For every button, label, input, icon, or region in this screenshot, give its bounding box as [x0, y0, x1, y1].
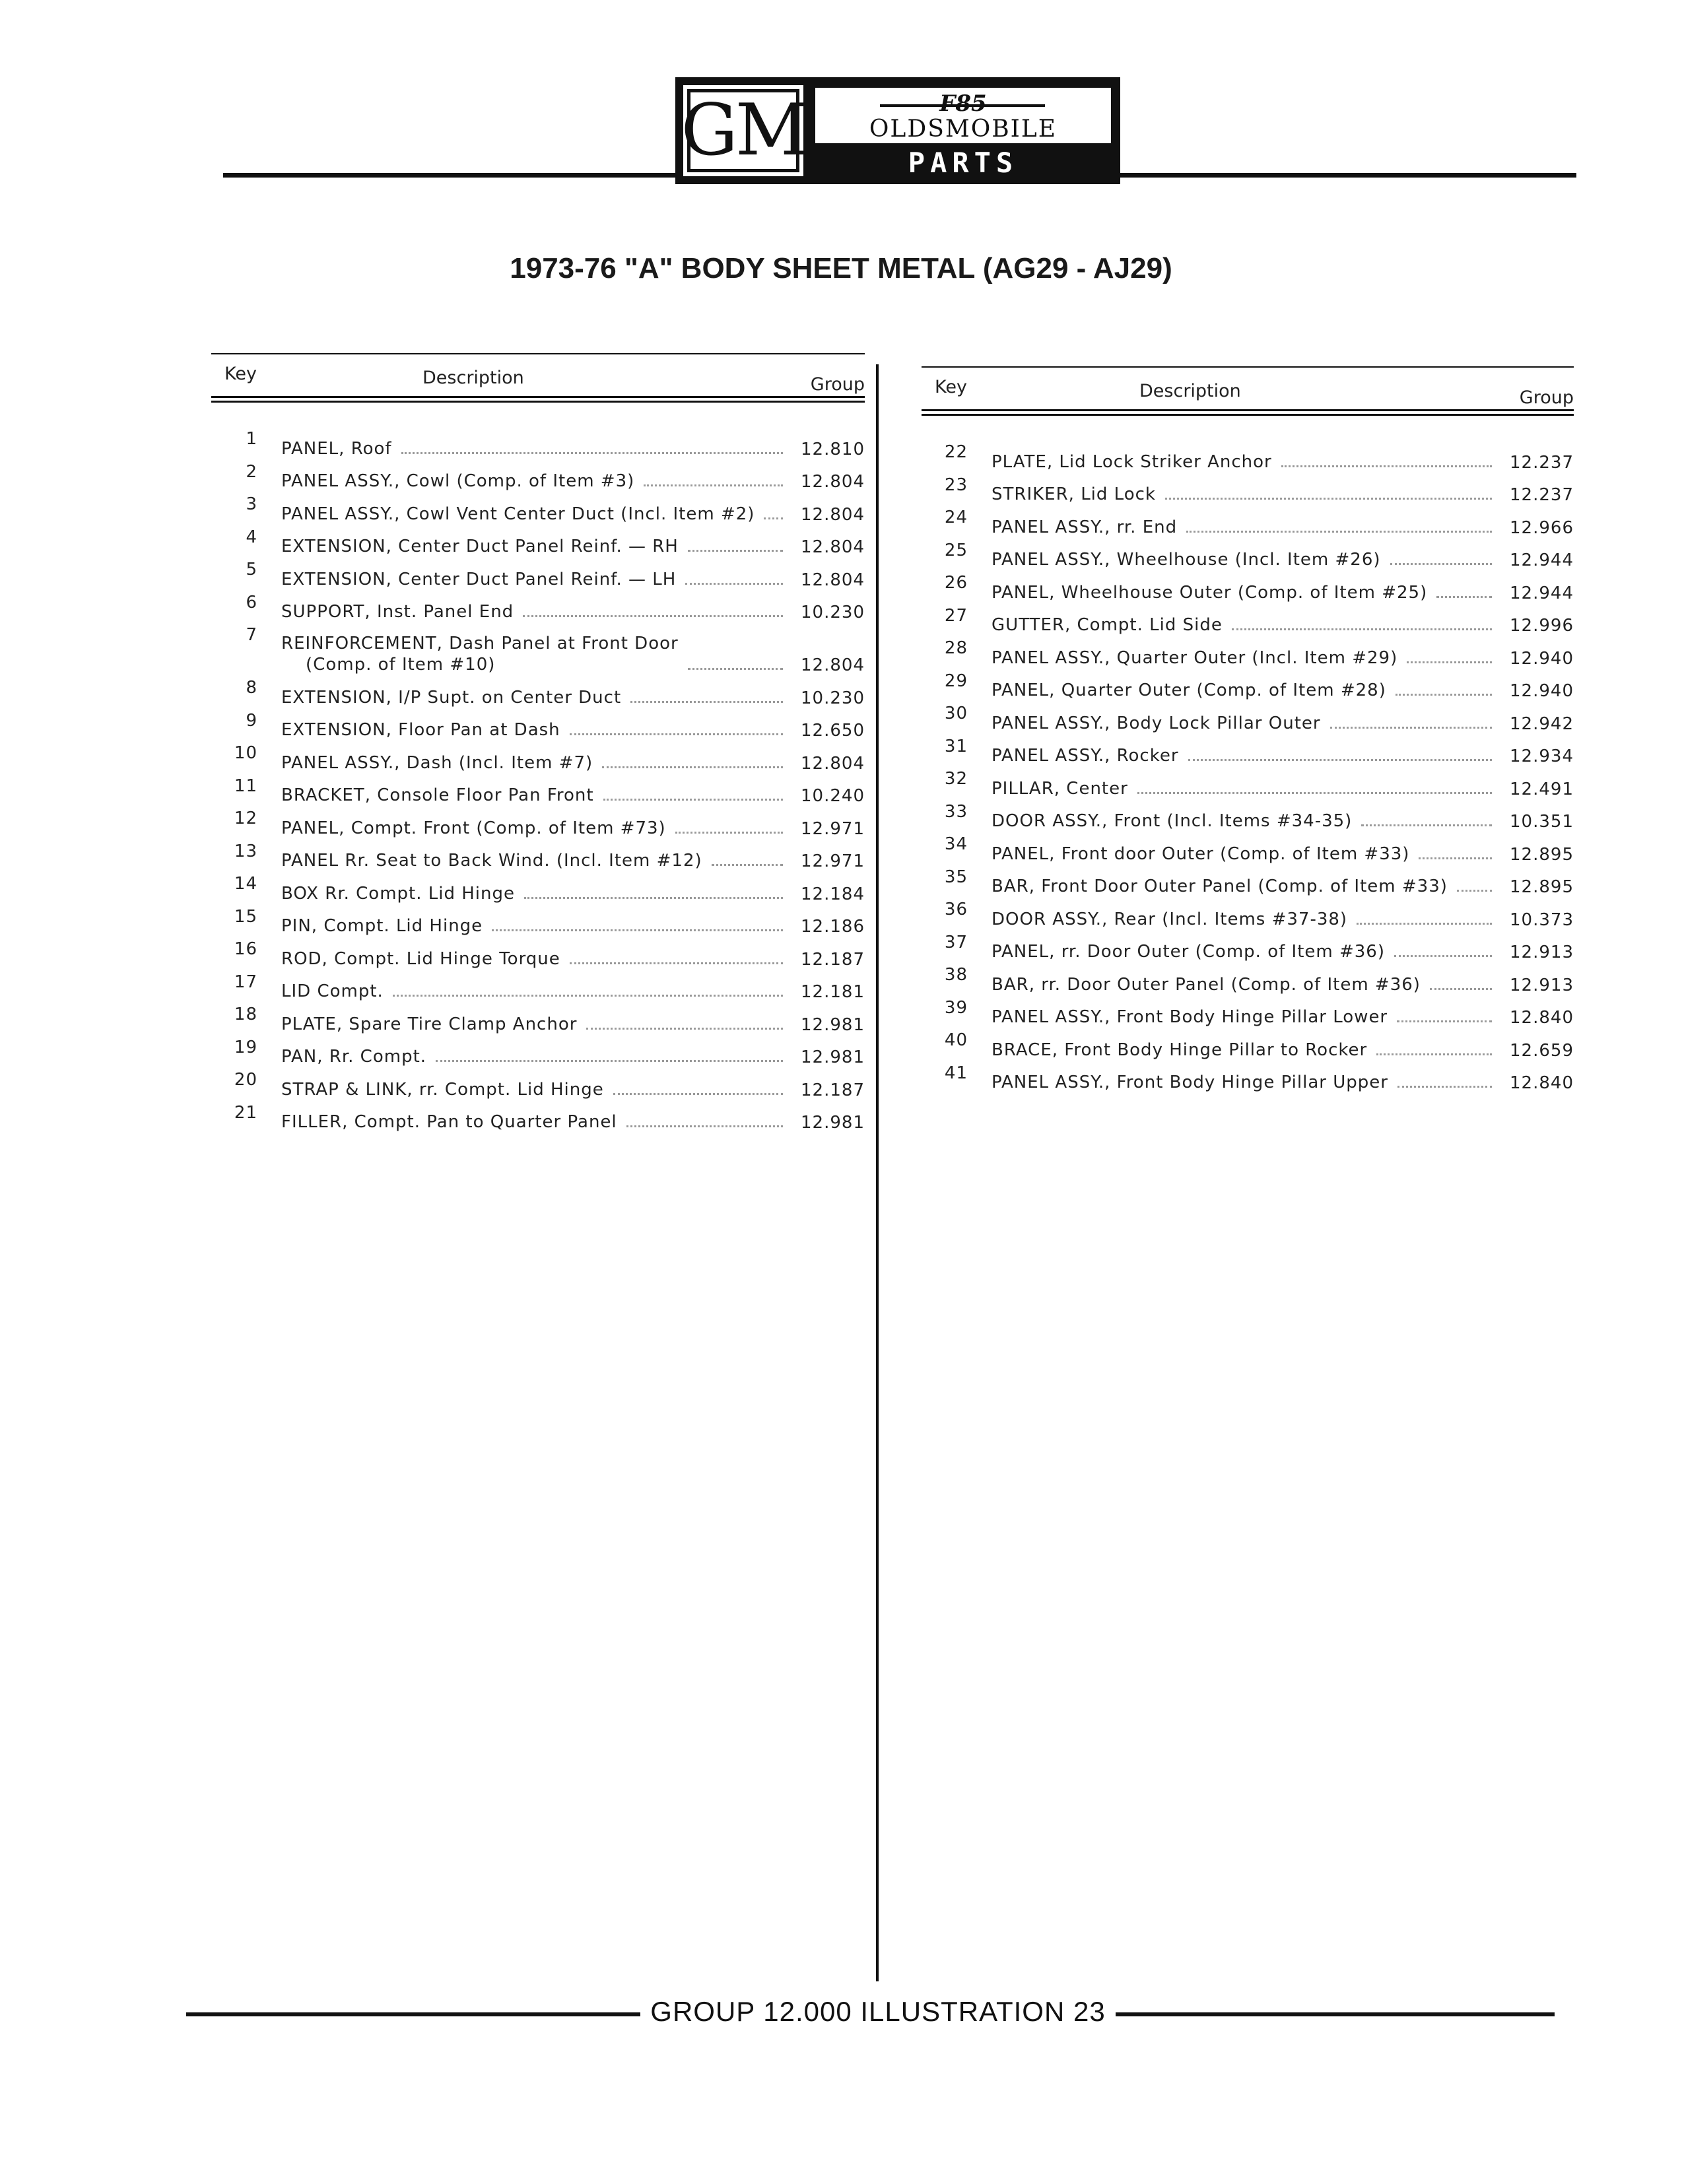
table-header-rule — [922, 409, 1574, 416]
item-description: EXTENSION, I/P Supt. on Center Duct — [281, 687, 622, 708]
item-group-number: 12.971 — [801, 851, 865, 871]
parts-row — [211, 806, 865, 839]
item-description: PANEL, Roof — [281, 438, 392, 459]
parts-row — [922, 995, 1574, 1028]
page-title: 1973-76 "A" BODY SHEET METAL (AG29 - AJ29) — [510, 252, 1172, 284]
dot-leader — [1137, 792, 1492, 794]
parts-row — [211, 459, 865, 492]
gm-oldsmobile-logo — [675, 77, 1120, 213]
parts-table-left — [211, 353, 865, 1133]
item-key: 2 — [246, 461, 257, 482]
item-description: BAR, Front Door Outer Panel (Comp. of Item #33) — [992, 877, 1448, 896]
item-description-cell — [992, 680, 1501, 701]
item-key: 35 — [944, 867, 968, 887]
item-description: BRACE, Front Body Hinge Pillar to Rocker — [992, 1040, 1368, 1060]
item-key: 21 — [234, 1102, 257, 1123]
item-description: PILLAR, Center — [992, 778, 1128, 799]
item-description-cell — [281, 536, 792, 557]
parts-list-right — [922, 440, 1574, 1093]
item-group-number: 12.650 — [801, 721, 865, 741]
dot-leader — [764, 517, 783, 519]
item-key: 33 — [944, 801, 968, 822]
item-description-cell — [992, 484, 1501, 505]
dot-leader — [436, 1060, 783, 1062]
item-key: 18 — [234, 1005, 257, 1024]
dot-leader — [1394, 955, 1492, 957]
brand-box — [815, 88, 1111, 143]
footer-label: GROUP 12.000 ILLUSTRATION 23 — [650, 1996, 1106, 2027]
parts-table-right — [922, 366, 1574, 1093]
item-description: PLATE, Spare Tire Clamp Anchor — [281, 1014, 578, 1034]
dot-leader — [613, 1093, 783, 1095]
item-description: PANEL, Compt. Front (Comp. of Item #73) — [281, 818, 666, 838]
item-description-cell — [281, 1079, 792, 1100]
item-key: 31 — [944, 736, 968, 756]
item-description: SUPPORT, Inst. Panel End — [281, 602, 514, 622]
item-description-cell — [281, 633, 792, 675]
parts-row — [211, 904, 865, 937]
parts-row — [922, 473, 1574, 506]
dot-leader — [1376, 1053, 1492, 1055]
item-description-cell — [281, 504, 792, 525]
parts-row — [922, 570, 1574, 603]
item-group-number: 12.187 — [801, 949, 865, 970]
item-description-cell — [992, 745, 1501, 766]
dot-leader — [1397, 1086, 1492, 1088]
item-key: 3 — [246, 494, 257, 514]
item-description-cell — [992, 647, 1501, 669]
footer-rule-right — [1116, 2012, 1555, 2016]
parts-row — [211, 708, 865, 741]
key-header: Key — [224, 364, 257, 384]
dot-leader — [1419, 857, 1492, 859]
parts-row — [211, 1100, 865, 1133]
parts-row — [211, 1067, 865, 1100]
item-description: PANEL, Quarter Outer (Comp. of Item #28) — [992, 680, 1386, 700]
dot-leader — [602, 766, 783, 768]
item-description: PANEL, Wheelhouse Outer (Comp. of Item #25) — [992, 582, 1428, 603]
item-group-number: 12.981 — [801, 1047, 865, 1067]
item-group-number: 12.981 — [801, 1014, 865, 1035]
item-group-number: 12.940 — [1510, 681, 1574, 701]
item-group-number: 12.944 — [1510, 550, 1574, 570]
item-description-cell — [992, 582, 1501, 603]
item-description: PANEL Rr. Seat to Back Wind. (Incl. Item #12) — [281, 851, 702, 871]
item-key: 26 — [944, 573, 968, 593]
item-description: PANEL ASSY., Front Body Hinge Pillar Upper — [992, 1073, 1388, 1092]
f85-logo-text: F85 — [939, 90, 987, 117]
parts-row — [211, 774, 865, 807]
key-header: Key — [935, 377, 967, 397]
item-description: PIN, Compt. Lid Hinge — [281, 916, 483, 936]
dot-leader — [523, 615, 783, 617]
item-description: PANEL ASSY., Body Lock Pillar Outer — [992, 713, 1321, 733]
item-key: 15 — [234, 906, 257, 927]
item-key: 41 — [944, 1063, 968, 1083]
item-description-cell — [281, 1014, 792, 1035]
item-group-number: 10.230 — [801, 688, 865, 708]
item-description: DOOR ASSY., Front (Incl. Items #34-35) — [992, 811, 1353, 831]
item-description-cell — [281, 471, 792, 492]
item-key: 6 — [246, 592, 257, 612]
item-description-cell — [281, 883, 792, 904]
item-description: REINFORCEMENT, Dash Panel at Front Door (Comp. of Item #10) — [281, 634, 679, 675]
item-key: 10 — [234, 743, 257, 763]
dot-leader — [1457, 890, 1492, 892]
parts-row — [922, 1061, 1574, 1094]
item-group-number: 12.181 — [801, 982, 865, 1002]
item-description-cell — [281, 1111, 792, 1133]
parts-catalogue-text: PARTS CATALOGUE — [864, 147, 1062, 213]
item-description: LID Compt. — [281, 981, 384, 1001]
item-group-number: 12.942 — [1510, 713, 1574, 734]
item-group-number: 12.981 — [801, 1113, 865, 1133]
dot-leader — [570, 733, 783, 735]
item-key: 36 — [944, 900, 968, 919]
item-key: 23 — [944, 475, 968, 495]
dot-leader — [630, 701, 783, 703]
dot-leader — [688, 668, 783, 670]
item-description-cell — [992, 974, 1501, 995]
dot-leader — [1361, 824, 1492, 826]
dot-leader — [1186, 531, 1492, 533]
item-description-cell — [992, 876, 1501, 897]
item-group-number: 12.187 — [801, 1080, 865, 1100]
item-group-number: 12.804 — [801, 655, 865, 675]
parts-row — [922, 865, 1574, 898]
parts-row — [211, 839, 865, 872]
item-group-number: 12.186 — [801, 917, 865, 937]
item-group-number: 12.184 — [801, 884, 865, 904]
item-group-number: 12.804 — [801, 504, 865, 525]
item-key: 9 — [246, 710, 257, 731]
item-group-number: 12.913 — [1510, 975, 1574, 995]
dot-leader — [1232, 628, 1492, 630]
group-header: Group — [810, 374, 865, 395]
item-key: 13 — [234, 841, 257, 861]
table-header — [211, 354, 865, 394]
item-description: FILLER, Compt. Pan to Quarter Panel — [281, 1112, 617, 1132]
item-key: 37 — [944, 932, 968, 952]
item-description-cell — [992, 1007, 1501, 1028]
item-description-cell — [281, 981, 792, 1002]
item-description-cell — [281, 752, 792, 774]
dot-leader — [626, 1125, 783, 1127]
item-key: 24 — [944, 508, 968, 527]
gm-logo-text: GM — [681, 89, 806, 172]
dot-leader — [644, 484, 783, 486]
item-description: GUTTER, Compt. Lid Side — [992, 615, 1223, 635]
item-description-cell — [992, 909, 1501, 930]
item-key: 7 — [246, 625, 257, 645]
parts-row — [922, 799, 1574, 832]
parts-row — [922, 962, 1574, 995]
item-description: PANEL, Front door Outer (Comp. of Item #33) — [992, 844, 1410, 864]
dot-leader — [1397, 1020, 1492, 1022]
item-group-number: 12.237 — [1510, 452, 1574, 473]
item-group-number: 12.971 — [801, 818, 865, 839]
item-description-cell — [992, 451, 1501, 473]
parts-row — [211, 1002, 865, 1035]
item-description: STRIKER, Lid Lock — [992, 484, 1156, 504]
item-description-cell — [281, 948, 792, 970]
item-group-number: 12.940 — [1510, 648, 1574, 669]
item-key: 25 — [944, 540, 968, 560]
item-key: 12 — [234, 809, 257, 828]
parts-row — [211, 871, 865, 904]
dot-leader — [1330, 727, 1492, 729]
dot-leader — [712, 864, 783, 866]
parts-row — [922, 701, 1574, 734]
item-description: ROD, Compt. Lid Hinge Torque — [281, 948, 560, 969]
dot-leader — [1357, 923, 1492, 925]
item-key: 19 — [234, 1037, 257, 1057]
item-group-number: 12.810 — [801, 439, 865, 459]
parts-row — [922, 669, 1574, 702]
dot-leader — [1407, 661, 1492, 663]
item-description: PANEL ASSY., rr. End — [992, 517, 1178, 537]
dot-leader — [1396, 694, 1492, 696]
item-description-cell — [281, 687, 792, 708]
dot-leader — [1430, 988, 1492, 990]
footer-rule-left — [186, 2012, 640, 2016]
item-description: STRAP & LINK, rr. Compt. Lid Hinge — [281, 1079, 604, 1100]
item-description: EXTENSION, Center Duct Panel Reinf. — RH — [281, 537, 679, 556]
parts-row — [922, 897, 1574, 930]
item-description-cell — [992, 517, 1501, 538]
item-description-cell — [992, 941, 1501, 962]
item-description-cell — [992, 549, 1501, 570]
item-group-number: 10.351 — [1510, 812, 1574, 832]
table-header-rule — [211, 396, 865, 403]
dot-leader — [685, 583, 783, 585]
parts-row — [211, 492, 865, 525]
item-group-number: 12.840 — [1510, 1073, 1574, 1093]
item-group-number: 12.996 — [1510, 616, 1574, 636]
dot-leader — [675, 832, 783, 834]
item-key: 8 — [246, 678, 257, 698]
item-description: PLATE, Lid Lock Striker Anchor — [992, 451, 1272, 472]
description-header: Description — [1139, 381, 1241, 401]
parts-row — [211, 937, 865, 970]
item-group-number: 12.840 — [1510, 1008, 1574, 1028]
parts-row — [922, 930, 1574, 963]
item-description-cell — [281, 569, 792, 590]
dot-leader — [1188, 759, 1492, 761]
item-description-cell — [281, 719, 792, 741]
parts-row — [922, 734, 1574, 767]
item-description: PANEL, rr. Door Outer (Comp. of Item #36) — [992, 942, 1385, 962]
item-key: 29 — [944, 671, 968, 691]
item-group-number: 10.373 — [1510, 910, 1574, 930]
item-description: PAN, Rr. Compt. — [281, 1047, 427, 1067]
dot-leader — [492, 929, 783, 931]
dot-leader — [1436, 596, 1492, 598]
dot-leader — [586, 1028, 783, 1030]
parts-row — [211, 1035, 865, 1068]
table-header — [922, 368, 1574, 407]
item-group-number: 12.895 — [1510, 877, 1574, 897]
parts-row — [922, 1028, 1574, 1061]
item-group-number: 12.804 — [801, 753, 865, 774]
item-group-number: 10.240 — [801, 786, 865, 806]
parts-row — [922, 440, 1574, 473]
item-description: BAR, rr. Door Outer Panel (Comp. of Item #36) — [992, 974, 1421, 995]
item-group-number: 12.659 — [1510, 1040, 1574, 1061]
item-description-cell — [281, 785, 792, 806]
item-group-number: 12.804 — [801, 472, 865, 492]
item-description-cell — [281, 601, 792, 622]
item-group-number: 12.913 — [1510, 943, 1574, 962]
item-key: 27 — [944, 605, 968, 626]
item-group-number: 12.934 — [1510, 746, 1574, 766]
item-key: 16 — [234, 939, 257, 959]
item-description: EXTENSION, Floor Pan at Dash — [281, 720, 560, 740]
item-key: 30 — [944, 704, 968, 723]
dot-leader — [401, 452, 783, 454]
dot-leader — [570, 962, 783, 964]
item-description: EXTENSION, Center Duct Panel Reinf. — LH — [281, 569, 677, 589]
item-description-cell — [992, 1072, 1501, 1093]
item-key: 1 — [246, 429, 257, 449]
item-key: 39 — [944, 997, 968, 1018]
item-description: PANEL ASSY., Dash (Incl. Item #7) — [281, 752, 593, 773]
item-group-number: 10.230 — [801, 603, 865, 622]
item-description: PANEL ASSY., Front Body Hinge Pillar Lower — [992, 1007, 1388, 1027]
item-key: 22 — [944, 442, 968, 462]
item-key: 40 — [944, 1030, 968, 1050]
column-divider — [876, 364, 879, 1981]
item-description-cell — [992, 614, 1501, 636]
item-key: 34 — [944, 834, 968, 854]
item-description-cell — [992, 844, 1501, 865]
item-description: PANEL ASSY., Cowl (Comp. of Item #3) — [281, 471, 635, 491]
item-key: 14 — [234, 874, 257, 894]
item-group-number: 12.966 — [1510, 517, 1574, 538]
item-group-number: 12.237 — [1510, 485, 1574, 505]
parts-row — [922, 538, 1574, 571]
parts-row — [211, 622, 865, 675]
item-description: DOOR ASSY., Rear (Incl. Items #37-38) — [992, 909, 1348, 929]
item-key: 20 — [234, 1070, 257, 1090]
parts-row — [211, 741, 865, 774]
item-key: 38 — [944, 965, 968, 985]
dot-leader — [524, 897, 783, 899]
item-description: BRACKET, Console Floor Pan Front — [281, 785, 594, 805]
item-description-cell — [281, 818, 792, 839]
parts-row — [211, 525, 865, 558]
oldsmobile-text: OLDSMOBILE — [869, 116, 1058, 143]
dot-leader — [1390, 563, 1492, 565]
item-description-cell — [281, 915, 792, 937]
parts-row — [922, 505, 1574, 538]
item-description: PANEL ASSY., Quarter Outer (Incl. Item #29) — [992, 647, 1398, 668]
parts-row — [211, 557, 865, 590]
item-description-cell — [281, 850, 792, 871]
item-group-number: 12.804 — [801, 570, 865, 590]
parts-row — [211, 970, 865, 1003]
parts-list-left — [211, 426, 865, 1133]
item-description: BOX Rr. Compt. Lid Hinge — [281, 883, 516, 904]
item-group-number: 12.944 — [1510, 583, 1574, 603]
parts-row — [211, 426, 865, 459]
parts-row — [922, 832, 1574, 865]
item-description-cell — [992, 811, 1501, 832]
group-header: Group — [1519, 387, 1574, 408]
parts-row — [211, 675, 865, 708]
item-group-number: 12.895 — [1510, 844, 1574, 865]
parts-row — [922, 766, 1574, 799]
item-description: PANEL ASSY., Wheelhouse (Incl. Item #26) — [992, 550, 1381, 570]
description-header: Description — [422, 368, 524, 388]
dot-leader — [688, 550, 783, 552]
item-key: 17 — [234, 972, 257, 992]
item-key: 5 — [246, 560, 257, 579]
item-description-cell — [992, 713, 1501, 734]
item-key: 11 — [234, 776, 257, 796]
item-description-cell — [281, 438, 792, 459]
item-description: PANEL ASSY., Rocker — [992, 746, 1179, 766]
parts-row — [922, 603, 1574, 636]
item-description-cell — [992, 778, 1501, 799]
item-key: 32 — [944, 769, 968, 789]
item-description-cell — [281, 1046, 792, 1067]
item-description: PANEL ASSY., Cowl Vent Center Duct (Incl. Item #2) — [281, 504, 755, 524]
dot-leader — [603, 799, 783, 801]
item-key: 28 — [944, 638, 968, 658]
item-group-number: 12.491 — [1510, 779, 1574, 799]
parts-row — [922, 636, 1574, 669]
dot-leader — [1281, 465, 1492, 467]
item-key: 4 — [246, 527, 257, 547]
item-group-number: 12.804 — [801, 537, 865, 557]
dot-leader — [393, 995, 783, 997]
item-description-cell — [992, 1040, 1501, 1061]
dot-leader — [1165, 498, 1492, 500]
gm-logo — [681, 85, 806, 176]
parts-row — [211, 590, 865, 623]
